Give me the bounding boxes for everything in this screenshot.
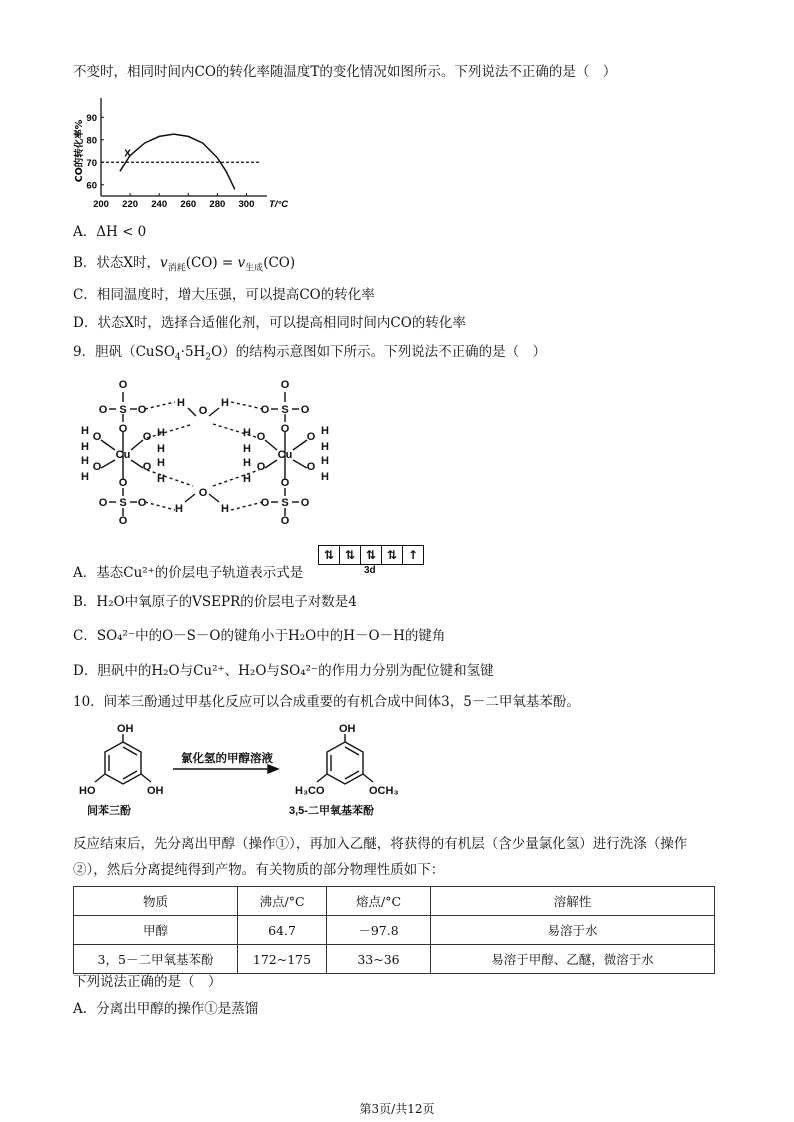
- table-cell: 33~36: [327, 945, 431, 974]
- svg-text:H: H: [221, 397, 229, 409]
- svg-text:H: H: [243, 443, 251, 455]
- orbital-cell: ⇅: [319, 546, 340, 564]
- svg-text:O: O: [198, 487, 208, 499]
- physical-properties-table: [73, 886, 715, 974]
- svg-text:O: O: [142, 461, 152, 473]
- point-x-label: X: [124, 148, 131, 160]
- x-tick-label: 200: [93, 199, 109, 210]
- q9-stem: 9．胆矾$(CuSO_4\cdot 5H_2O)$的结构示意图如下所示。下列说法不正确的是（ ）: [73, 344, 547, 363]
- svg-text:S: S: [281, 497, 289, 509]
- svg-text:H: H: [243, 473, 251, 485]
- svg-text:H: H: [81, 425, 89, 437]
- svg-text:O: O: [137, 497, 147, 509]
- orbital-cell: ⇅: [340, 546, 361, 564]
- svg-text:O: O: [118, 477, 128, 489]
- svg-text:O: O: [137, 404, 147, 416]
- table-row: [74, 916, 715, 945]
- svg-text:H: H: [175, 503, 183, 515]
- svg-text:Cu: Cu: [277, 449, 293, 461]
- orbital-cell: ⇅: [361, 546, 382, 564]
- svg-text:O: O: [280, 379, 290, 391]
- x-axis-label: T/°C: [269, 199, 289, 210]
- table-header-cell: 物质: [74, 887, 238, 916]
- y-axis-label: CO的转化率%: [74, 119, 85, 183]
- svg-text:O: O: [92, 461, 102, 473]
- table-header-cell: 溶解性: [431, 887, 715, 916]
- methylation-reaction-scheme: [73, 722, 413, 822]
- svg-text:O: O: [260, 404, 270, 416]
- table-cell: 64.7: [238, 916, 327, 945]
- table-cell: 易溶于甲醇、乙醚，微溶于水: [431, 945, 715, 974]
- y-tick-label: 70: [86, 157, 97, 169]
- x-tick-label: 260: [180, 199, 197, 210]
- q9-option-d: D．胆矾中的H₂O与Cu²⁺、H₂O与SO₄²⁻的作用力分别为配位键和氢键: [73, 663, 494, 679]
- svg-text:O: O: [142, 431, 152, 443]
- svg-text:O: O: [280, 477, 290, 489]
- table-cell: 甲醇: [74, 916, 238, 945]
- svg-text:H: H: [243, 427, 251, 439]
- q8-option-b: B．状态X时，$v_{消耗}(CO) = v_{生成}(CO)$: [73, 255, 296, 274]
- svg-text:氯化氢的甲醇溶液: 氯化氢的甲醇溶液: [181, 751, 273, 765]
- svg-text:H: H: [321, 455, 329, 467]
- table-cell: 172~175: [238, 945, 327, 974]
- table-cell: 3，5－二甲氧基苯酚: [74, 945, 238, 974]
- svg-text:H: H: [177, 397, 185, 409]
- svg-text:S: S: [281, 404, 289, 416]
- svg-text:O: O: [260, 497, 270, 509]
- y-tick-label: 90: [86, 112, 97, 124]
- svg-text:O: O: [98, 497, 108, 509]
- copper-sulfate-structure-diagram: [73, 372, 343, 532]
- table-cell: －97.8: [327, 916, 431, 945]
- q10-paragraph-2: ②），然后分离提纯得到产物。有关物质的部分物理性质如下：: [73, 862, 445, 878]
- svg-text:S: S: [119, 404, 127, 416]
- svg-text:O: O: [256, 461, 266, 473]
- x-tick-label: 280: [209, 199, 226, 210]
- svg-text:O: O: [118, 423, 128, 435]
- svg-text:间苯三酚: 间苯三酚: [87, 805, 131, 817]
- table-cell: 易溶于水: [431, 916, 715, 945]
- svg-text:H: H: [157, 443, 165, 455]
- svg-text:H: H: [243, 457, 251, 469]
- svg-text:H: H: [81, 455, 89, 467]
- svg-text:O: O: [92, 431, 102, 443]
- svg-text:Cu: Cu: [115, 449, 131, 461]
- svg-text:H: H: [157, 427, 165, 439]
- svg-text:O: O: [306, 461, 316, 473]
- q8-option-d: D．状态X时，选择合适催化剂，可以提高相同时间内CO的转化率: [73, 315, 466, 331]
- svg-text:O: O: [280, 515, 290, 527]
- orbital-label: 3d: [364, 565, 376, 576]
- x-tick-label: 240: [151, 199, 168, 210]
- svg-text:3,5-二甲氧基苯酚: 3,5-二甲氧基苯酚: [289, 805, 374, 817]
- svg-text:O: O: [198, 405, 208, 417]
- svg-text:H: H: [81, 471, 89, 483]
- orbital-diagram-3d: [318, 545, 424, 565]
- svg-text:O: O: [300, 404, 310, 416]
- svg-text:H: H: [81, 441, 89, 453]
- svg-text:O: O: [98, 404, 108, 416]
- q10-paragraph-1: 反应结束后，先分离出甲醇（操作①），再加入乙醚，将获得的有机层（含少量氯化氢）进行洗涤（操作: [73, 836, 688, 852]
- svg-text:O: O: [118, 515, 128, 527]
- x-tick-label: 220: [122, 199, 139, 210]
- svg-text:O: O: [280, 423, 290, 435]
- svg-text:OH: OH: [147, 785, 164, 797]
- table-row: [74, 945, 715, 974]
- q10-stem: 10．间苯三酚通过甲基化反应可以合成重要的有机合成中间体3，5－二甲氧基苯酚。: [73, 694, 580, 710]
- q10-option-a: A．分离出甲醇的操作①是蒸馏: [73, 1001, 259, 1017]
- q9-option-a: A．基态Cu²⁺的价层电子轨道表示式是: [73, 565, 304, 581]
- co-conversion-chart: [73, 88, 289, 213]
- svg-text:H: H: [221, 503, 229, 515]
- table-header-cell: 沸点/°C: [238, 887, 327, 916]
- page-footer: 第3页/共12页: [359, 1102, 435, 1116]
- q8-option-c: C．相同温度时，增大压强，可以提高CO的转化率: [73, 287, 375, 303]
- svg-text:O: O: [300, 497, 310, 509]
- svg-text:OH: OH: [339, 723, 356, 735]
- q10-question: 下列说法正确的是（ ）: [73, 974, 222, 990]
- svg-text:O: O: [118, 379, 128, 391]
- svg-text:H: H: [157, 457, 165, 469]
- table-header-cell: 熔点/°C: [327, 887, 431, 916]
- svg-text:O: O: [306, 431, 316, 443]
- svg-text:H: H: [321, 425, 329, 437]
- y-tick-label: 60: [86, 180, 97, 192]
- q9-option-c: C．SO₄²⁻中的O－S－O的键角小于H₂O中的H－O－H的键角: [73, 628, 446, 644]
- x-tick-label: 300: [238, 199, 255, 210]
- svg-text:H: H: [321, 471, 329, 483]
- svg-text:OH: OH: [117, 723, 134, 735]
- svg-text:S: S: [119, 497, 127, 509]
- svg-text:OCH₃: OCH₃: [369, 785, 399, 797]
- table-header-row: [74, 887, 715, 916]
- q9-option-b: B．H₂O中氧原子的VSEPR的价层电子对数是4: [73, 594, 357, 610]
- q8-option-a: A．ΔH < 0: [73, 224, 147, 240]
- svg-text:H₃CO: H₃CO: [295, 785, 325, 797]
- orbital-cell: ⇅: [382, 546, 403, 564]
- svg-text:HO: HO: [79, 785, 96, 797]
- svg-text:O: O: [256, 431, 266, 443]
- svg-text:H: H: [321, 441, 329, 453]
- orbital-cell: ↑: [407, 548, 419, 562]
- svg-text:H: H: [157, 473, 165, 485]
- question-8-stem-tail: 不变时，相同时间内CO的转化率随温度T的变化情况如图所示。下列说法不正确的是（ ）: [73, 64, 617, 80]
- y-tick-label: 80: [86, 135, 97, 147]
